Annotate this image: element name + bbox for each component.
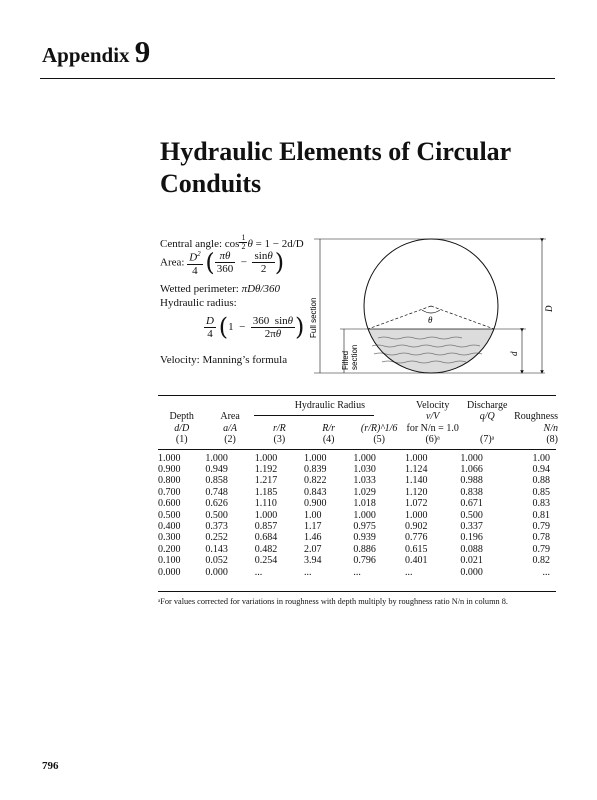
header-for-N-n: for N/n = 1.0 [406,422,459,434]
table-cell: 0.94 [532,464,550,476]
table-cell: 1.030 [353,464,376,476]
table-cell: 1.000 [404,452,428,464]
table-cell: 0.373 [205,521,228,533]
table-cell: ... [254,566,263,578]
table-cell: 1.185 [254,486,278,498]
table-cell: 1.000 [254,452,278,464]
table-cell: 0.196 [460,532,483,544]
table-cell: 0.700 [158,486,181,498]
table-cell: 0.684 [254,532,278,544]
table-cell: 0.79 [532,521,550,533]
table-cell: 0.337 [460,521,483,533]
table-cell: 1.029 [353,486,376,498]
full-section-label: Full section [309,297,318,338]
table-row [158,510,558,521]
table-cell: 2.07 [304,543,322,555]
table-cell: 0.939 [353,532,376,544]
table-cell: 3.94 [304,555,322,567]
table-row [158,498,558,509]
col-num-5: (5) [373,434,385,446]
col-num-1: (1) [175,434,188,446]
header-N-over-n: N/n [543,422,558,434]
radius-left [368,306,431,329]
header-a-over-A: a/A [223,422,237,434]
table-cell: 1.000 [205,452,228,464]
table-cell: 1.120 [404,486,428,498]
header-discharge: Discharge [467,400,508,411]
table-cell: ... [304,566,312,578]
page-title: Hydraulic Elements of Circular Conduits [160,137,511,198]
header-row-1 [158,400,558,411]
table-cell: 0.300 [158,532,181,544]
table-cell: 0.500 [205,509,228,521]
table-cell: 0.254 [254,555,278,567]
col-num-7: (7)ᵃ [480,434,495,446]
header-row-2 [158,411,558,422]
table-cell: 0.400 [158,521,181,533]
table-cell: 1.17 [304,521,322,533]
table-cell: 0.81 [532,509,550,521]
table-cell: ... [404,566,413,578]
table-row [158,521,558,532]
header-depth: Depth [169,411,194,423]
table-cell: 0.052 [205,555,228,567]
table-cell: 0.858 [205,475,228,487]
table-cell: 0.83 [532,498,550,510]
table-cell: 0.822 [304,475,327,487]
header-roughness: Roughness [514,411,558,423]
col-num-2: (2) [224,434,236,446]
table-cell: 0.000 [460,566,483,578]
table-cell: 0.500 [158,509,181,521]
appendix-heading [42,34,150,70]
page-number: 796 [42,760,59,772]
appendix-word: Appendix [42,43,130,67]
table-row [158,567,558,578]
table-cell: 0.100 [158,555,181,567]
table-cell: 0.82 [532,555,550,567]
header-R-over-r: R/r [322,422,336,434]
table-cell: 0.900 [158,464,181,476]
table-row [158,544,558,555]
table-cell: 0.200 [158,543,181,555]
col-num-3: (3) [273,434,286,446]
wetted-perimeter-expression: πDθ/360 [241,283,280,295]
header-v-over-V: v/V [426,411,440,423]
table-cell: 0.85 [532,486,550,498]
hydraulic-radius-header: Hydraulic Radius [294,400,365,411]
table-cell: 1.000 [304,452,327,464]
radius-right [431,306,494,329]
table-cell: 0.748 [205,486,228,498]
table-bottom-rule [158,591,556,592]
header-d-over-D: d/D [174,422,190,434]
table-cell: 0.796 [353,555,376,567]
table-cell: 1.00 [532,452,550,464]
table-cell: 0.857 [254,521,278,533]
table-cell: 0.949 [205,464,228,476]
wetted-perimeter-label: Wetted perimeter: [160,283,239,295]
table-cell: 1.066 [460,464,483,476]
table-cell: 0.021 [460,555,483,567]
table-cell: 1.000 [254,509,278,521]
depth-label: d [509,351,519,356]
header-r-over-R-sixth: (r/R)^1/6 [360,422,398,434]
table-cell: 1.033 [353,475,376,487]
header-r-over-R: r/R [272,422,286,434]
velocity-label: Velocity: Manning’s formula [160,354,288,366]
table-row [158,453,558,464]
table-row [158,475,558,486]
col-num-8: (8) [546,434,558,446]
table-cell: 1.00 [304,509,322,521]
table-cell: 1.192 [254,464,278,476]
table-cell: 1.018 [353,498,376,510]
col-num-4: (4) [322,434,335,446]
table-cell: 0.839 [304,464,327,476]
table-cell: 1.110 [254,498,277,510]
table-top-rule [158,395,556,396]
header-row-4 [158,434,558,445]
table-cell: 1.46 [304,532,322,544]
table-cell: 0.838 [460,486,483,498]
table-cell: 0.088 [460,543,483,555]
table-cell: ... [542,566,550,578]
header-row-3 [158,423,558,434]
table-cell: 1.000 [158,452,181,464]
table-cell: 1.000 [353,452,376,464]
filled-section-label-1: Filled [341,350,350,370]
table-cell: 0.902 [404,521,428,533]
table-row [158,464,558,475]
hydraulic-radius-formula: $\frac{D}{4}$ (1 − $\frac{360 \sin\theta}{2\pi\theta}$ ) [206,313,305,341]
table-cell: 1.217 [254,475,278,487]
table-cell: 1.000 [460,452,483,464]
table-cell: ... [353,566,361,578]
table-cell: 0.800 [158,475,181,487]
table-footnote: ᵃFor values corrected for variations in roughness with depth multiply by roughness ratio N/n in column 8. [158,597,508,606]
table-cell: 0.000 [158,566,181,578]
header-velocity: Velocity [416,400,450,411]
table-cell: 0.143 [205,543,228,555]
area-formula: Area: $\frac{D^2}{4}$ ( $\frac{\pi\theta}{360}$ − $\frac{\sin\theta}{2}$ ) [160,248,285,277]
header-rule [40,78,555,79]
table-cell: 0.88 [532,475,550,487]
table-cell: 0.776 [404,532,428,544]
header-area: Area [220,411,240,423]
hydraulic-radius-label: Hydraulic radius: [160,297,237,309]
table-cell: 0.78 [532,532,550,544]
diameter-label: D [544,305,554,312]
table-cell: 0.615 [404,543,428,555]
central-angle-formula: Central angle: cos $\frac{1}{2}$ θ = 1 − 2d/D [160,233,304,251]
table-cell: 0.000 [205,566,228,578]
table-cell: 0.626 [205,498,228,510]
central-angle-expression: = 1 − 2d/D [255,238,304,250]
table-cell: 0.600 [158,498,181,510]
filled-section-label-2: section [350,344,359,370]
table-row [158,532,558,543]
table-cell: 1.072 [404,498,428,510]
central-angle-label: Central angle: [160,238,223,250]
table-cell: 1.000 [353,509,376,521]
header-q-over-Q: q/Q [479,411,495,423]
wetted-perimeter-formula [160,283,280,295]
table-cell: 0.900 [304,498,327,510]
theta-label: θ [428,315,433,325]
table-cell: 0.79 [532,543,550,555]
table-cell: 0.886 [353,543,376,555]
hydraulic-elements-table [158,400,558,578]
table-cell: 0.252 [205,532,228,544]
area-label: Area: [160,256,185,269]
table-cell: 0.482 [254,543,278,555]
table-cell: 1.140 [404,475,428,487]
table-cell: 0.500 [460,509,483,521]
table-cell: 0.401 [404,555,428,567]
table-row [158,555,558,566]
table-cell: 1.000 [404,509,428,521]
table-cell: 0.988 [460,475,483,487]
table-cell: 0.843 [304,486,327,498]
theta-arc [422,310,440,313]
appendix-number: 9 [134,34,151,69]
table-cell: 0.671 [460,498,483,510]
table-row [158,487,558,498]
table-cell: 0.975 [353,521,376,533]
circular-conduit-diagram [300,230,560,380]
col-num-6: (6)ᵃ [425,434,440,446]
table-cell: 1.124 [404,464,428,476]
